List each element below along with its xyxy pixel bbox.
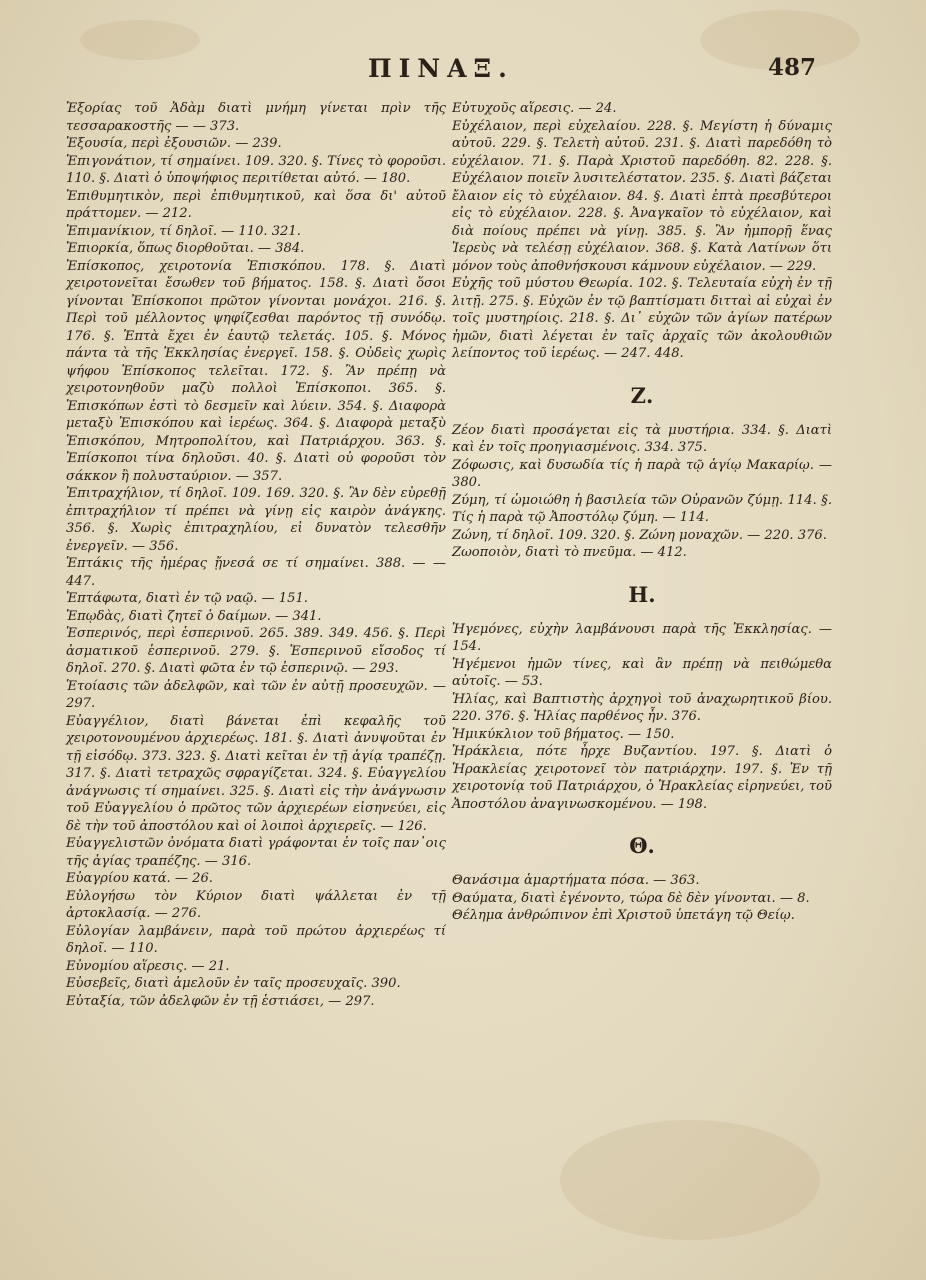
index-entry: Ἐπιμανίκιον, τί δηλοῖ. — 110. 321. [66,223,301,239]
section-th-entries [452,872,832,925]
index-entry: Ἑσπερινός, περὶ ἑσπερινοῦ. 265. 389. 349. 456. §. Περὶ ἀσματικοῦ ἑσπερινοῦ. 279. §. Ἑσπερινοῦ εἴσοδος τί δηλοῖ. 270. §. Διατὶ φῶτα ἐν τῷ ἑσπερινῷ. — 293. [66,626,446,676]
index-entry: Ἐπιγονάτιον, τί σημαίνει. 109. 320. §. Τίνες τὸ φοροῦσι. 110. §. Διατὶ ὁ ὑποψήφιος περιτίθεται αὐτό. — 180. [66,153,446,186]
index-entry: Ἐπιορκία, ὅπως διορθοῦται. — 384. [66,241,305,256]
index-entry: Θανάσιμα ἁμαρτήματα πόσα. — 363. [452,873,700,888]
index-entry: Ἑτοίασις τῶν ἀδελφῶν, καὶ τῶν ἐν αὐτῇ προσευχῶν. — 297. [66,678,446,711]
index-entry: Εὐαγρίου κατά. — 26. [66,871,213,886]
index-entry: Ἐπίσκοπος, χειροτονία Ἐπισκόπου. 178. §. Διατὶ χειροτονεῖται ἔσωθεν τοῦ βήματος. 158. §. Διατὶ ὅσοι γίνονται Ἐπίσκοποι πρῶτον γίνονται μονάχοι. 216. §. Περὶ τοῦ μέλλοντος ψηφίζεσθαι παρόντος τῇ συνόδῳ. 176. §. Ἑπτὰ ἔχει ἐν ἑαυτῷ τελετάς. 105. §. Μόνος πάντα τὰ τῆς Ἐκκλησίας ἐνεργεῖ. 158. §. Οὐδεὶς χωρὶς ψήφου Ἐπίσκοπος τελεῖται. 172. §. Ἂν πρέπῃ νὰ χειροτονηθοῦν μαζὺ πολλοὶ Ἐπίσκοποι. 365. §. Ἐπισκόπων ἐστὶ τὸ δεσμεῖν καὶ λύειν. 354. §. Διαφορὰ μεταξὺ Ἐπισκόπου καὶ ἱερέως. 364. §. Διαφορὰ μεταξὺ Ἐπισκόπου, Μητροπολίτου, καὶ Πατριάρχου. 363. §. Ἐπίσκοποι τίνα δηλοῦσι. 40. §. Διατὶ οὐ φοροῦσι τὸν σάκκον ἢ πολυσταύριον. — 357. [66,258,446,484]
index-entry: Εὐσεβεῖς, διατὶ ἀμελοῦν ἐν ταῖς προσευχαῖς. 390. [66,976,401,991]
index-entry: Εὐταξία, τῶν ἀδελφῶν ἐν τῇ ἑστιάσει, — 297. [66,993,375,1009]
page-header-title: ΠΙΝΑΞ. [368,54,514,83]
section-heading-z: Ζ. [630,382,654,408]
paper-stain [80,20,200,60]
index-entry: Ἡλίας, καὶ Βαπτιστὴς ἀρχηγοὶ τοῦ ἀναχωρητικοῦ βίου. 220. 376. §. Ἡλίας παρθένος ἦν. 376. [452,691,832,724]
index-entry: Εὐλογήσω τὸν Κύριον διατὶ ψάλλεται ἐν τῇ ἀρτοκλασίᾳ. — 276. [66,888,446,921]
paper-stain [560,1120,820,1240]
index-entry: Ἡγεμόνες, εὐχὴν λαμβάνουσι παρὰ τῆς Ἐκκλησίας. — 154. [452,621,832,654]
index-entry: Ζωοποιὸν, διατὶ τὸ πνεῦμα. — 412. [452,545,687,560]
right-column [452,100,832,925]
index-entry: Ἐπιθυμητικὸν, περὶ ἐπιθυμητικοῦ, καὶ ὅσα δι' αὐτοῦ πράττομεν. — 212. [66,188,446,221]
index-entry: Ζύμη, τί ὡμοιώθη ἡ βασιλεία τῶν Οὐρανῶν ζύμῃ. 114. §. Τίς ἡ παρὰ τῷ Ἀποστόλῳ ζύμη. — 114. [452,492,832,525]
section-heading-th: Θ. [629,833,655,858]
index-entry: Εὐλογίαν λαμβάνειν, παρὰ τοῦ πρώτου ἀρχιερέως τί δηλοῖ. — 110. [66,923,446,956]
index-entry: Εὐαγγέλιον, διατὶ βάνεται ἐπὶ κεφαλῆς τοῦ χειροτονουμένου ἀρχιερέως. 181. §. Διατὶ ἀνυψοῦται ἐν τῇ εἰσόδῳ. 373. 323. §. Διατὶ κεῖται ἐν τῇ ἁγίᾳ τραπέζῃ. 317. §. Διατὶ τετραχῶς σφραγίζεται. 324. §. Εὐαγγελίου ἀνάγνωσις τί σημαίνει. 325. §. Διατὶ εἰς τὴν ἀνάγνωσιν τοῦ Εὐαγγελίου ὁ πρῶτος τῶν ἀρχιερέων εἰσηνεύει, εἰς δὲ τὴν τοῦ ἀποστόλου καὶ οἱ λοιποὶ ἀρχιερεῖς. — 126. [66,713,446,834]
right-column-entries [452,100,832,363]
page-number: 487 [768,54,817,81]
index-entry: Ἡράκλεια, πότε ἦρχε Βυζαντίου. 197. §. Διατὶ ὁ Ἡρακλείας χειροτονεῖ τὸν πατριάρχην. 197. §. Ἐν τῇ χειροτονίᾳ τοῦ Πατριάρχου, ὁ Ἡρακλείας εἰρηνεύει, τοῦ Ἀποστόλου ἀναγινωσκομένου. — 198. [452,744,832,812]
index-entry: Ζέον διατὶ προσάγεται εἰς τὰ μυστήρια. 334. §. Διατὶ καὶ ἐν τοῖς προηγιασμένοις. 334. 375. [452,422,832,455]
index-entry: Εὐχῆς τοῦ μύστου Θεωρία. 102. §. Τελευταία εὐχὴ ἐν τῇ λιτῇ. 275. §. Εὐχῶν ἐν τῷ βαπτίσματι διτταὶ αἱ εὐχαὶ ἐν τοῖς μυστηρίοις. 218. §. Δι᾽ εὐχῶν τῶν ἁγίων πατέρων ἡμῶν, διατὶ λέγεται ἐν ταῖς ἀρχαῖς τῶν ἀκολουθιῶν λείποντος τοῦ ἱερέως. — 247. 448. [452,276,832,361]
section-heading-h: Η. [628,581,656,607]
index-entry: Εὐνομίου αἵρεσις. — 21. [66,958,230,974]
index-entry: Ζώνη, τί δηλοῖ. 109. 320. §. Ζώνη μοναχῶν. — 220. 376. [452,527,827,543]
index-entry: Ζόφωσις, καὶ δυσωδία τίς ἡ παρὰ τῷ ἁγίῳ Μακαρίῳ. — 380. [452,457,832,490]
index-entry: Ἡγέμενοι ἡμῶν τίνες, καὶ ἂν πρέπῃ νὰ πειθώμεθα αὐτοῖς. — 53. [452,656,832,689]
left-column [66,100,446,1010]
index-entry: Ἑπτάκις τῆς ἡμέρας ᾔνεσά σε τί σημαίνει. 388. — — 447. [66,556,446,589]
index-entry: Εὐαγγελιστῶν ὀνόματα διατὶ γράφονται ἐν τοῖς παν᾽οις τῆς ἁγίας τραπέζης. — 316. [66,836,446,869]
index-entry: Ἐξουσία, περὶ ἐξουσιῶν. — 239. [66,136,282,151]
index-entry: Ἡμικύκλιον τοῦ βήματος. — 150. [452,726,675,742]
section-z-entries [452,422,832,562]
index-entry: Θαύματα, διατὶ ἐγένοντο, τώρα δὲ δὲν γίνονται. — 8. [452,890,810,906]
index-entry: Ἐπτάφωτα, διατὶ ἐν τῷ ναῷ. — 151. [66,591,308,606]
section-h-entries [452,621,832,814]
index-entry: Εὐχέλαιον, περὶ εὐχελαίου. 228. §. Μεγίστη ἡ δύναμις αὐτοῦ. 229. §. Τελετὴ αὐτοῦ. 231. §. Διατὶ παρεδόθη τὸ εὐχέλαιον. 71. §. Παρὰ Χριστοῦ παρεδόθη. 82. 228. §. Εὐχέλαιον ποιεῖν λυσιτελέστατον. 235. §. Διατὶ βάζεται ἔλαιον εἰς τὸ εὐχέλαιον. 84. §. Διατὶ ἑπτὰ πρεσβύτεροι εἰς τὸ εὐχέλαιον. 228. §. Ἀναγκαῖον τὸ εὐχέλαιον, καὶ διὰ ποίους πρέπει νὰ γίνῃ. 385. §. Ἂν ἠμπορῇ ἕνας Ἱερεὺς νὰ τελέσῃ εὐχέλαιον. 368. §. Κατὰ Λατίνων ὅτι μόνον τοὺς ἀποθνήσκουσι κάμνουν εὐχέλαιον. — 229. [452,118,832,274]
index-entry: Ἐπῳδὰς, διατὶ ζητεῖ ὁ δαίμων. — 341. [66,608,322,624]
index-entry: Ἐξορίας τοῦ Ἀδὰμ διατὶ μνήμη γίνεται πρὶν τῆς τεσσαρακοστῆς — — 373. [66,101,446,134]
index-entry: Εὐτυχοῦς αἵρεσις. — 24. [452,101,617,116]
index-entry: Θέλημα ἀνθρώπινον ἐπὶ Χριστοῦ ὑπετάγη τῷ Θείῳ. [452,908,795,923]
index-entry: Ἐπιτραχήλιον, τί δηλοῖ. 109. 169. 320. §. Ἂν δὲν εὑρεθῇ ἐπιτραχήλιον τί πρέπει νὰ γίνῃ εἰς καιρὸν ἀνάγκης. 356. §. Χωρὶς ἐπιτραχηλίου, εἰ δυνατὸν τελεσθῆν ἐνεργεῖν. — 356. [66,486,446,554]
